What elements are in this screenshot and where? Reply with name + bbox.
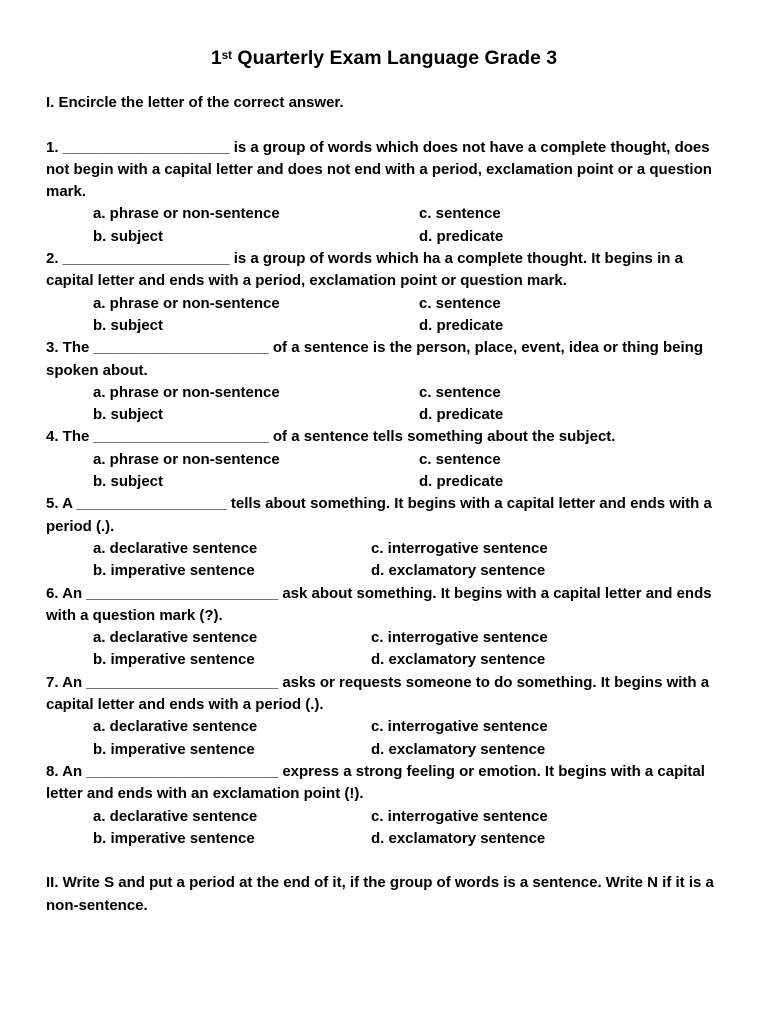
option-a: a. declarative sentence — [93, 807, 258, 825]
question-text — [46, 493, 722, 538]
answer-options — [46, 293, 722, 338]
answer-options — [46, 382, 722, 427]
option-c: c. sentence — [419, 205, 501, 223]
section-2-instructions: II. Write S and put a period at the end of it, if the group of words is a sentence. Write N if it is a non-sentence. — [46, 874, 714, 914]
question-body: asks or requests someone to do something. It begins with a capital letter and ends with a period (.). — [46, 673, 710, 714]
answer-blank: __________________ — [76, 495, 227, 513]
answer-options — [46, 538, 722, 583]
option-b: b. subject — [93, 316, 164, 334]
question-1 — [46, 137, 722, 248]
option-b: b. subject — [93, 406, 164, 424]
option-d: d. predicate — [419, 227, 504, 245]
answer-blank: _______________________ — [86, 673, 279, 691]
title-ordinal: 1 — [210, 47, 222, 69]
option-d: d. predicate — [419, 406, 504, 424]
answer-blank: _____________________ — [93, 339, 269, 357]
question-body: ask about something. It begins with a capital letter and ends with a question mark (?). — [46, 584, 712, 624]
question-prefix: 2. — [46, 250, 63, 268]
question-4 — [46, 426, 722, 493]
answer-options — [46, 627, 722, 672]
question-5 — [46, 493, 722, 582]
answer-options — [46, 716, 722, 761]
option-a: a. declarative sentence — [93, 539, 258, 557]
option-b: b. subject — [93, 473, 164, 491]
question-text — [46, 761, 722, 806]
option-b: b. imperative sentence — [93, 562, 255, 580]
section-1-instructions: I. Encircle the letter of the correct answer. — [46, 94, 344, 111]
option-b: b. subject — [93, 227, 164, 245]
answer-blank: ____________________ — [62, 250, 230, 268]
question-text — [46, 583, 722, 628]
question-7 — [46, 672, 722, 761]
title-ordinal-suffix: st — [221, 50, 232, 62]
question-3 — [46, 337, 722, 426]
option-d: d. exclamatory sentence — [371, 562, 546, 580]
option-a: a. declarative sentence — [93, 629, 258, 647]
answer-options — [46, 806, 722, 851]
option-d: d. exclamatory sentence — [371, 740, 546, 758]
question-prefix: 7. An — [46, 673, 87, 691]
question-body: tells about something. It begins with a capital letter and ends with a period (.). — [46, 495, 712, 535]
question-prefix: 5. A — [46, 495, 77, 513]
option-c: c. interrogative sentence — [371, 629, 548, 647]
option-c: c. sentence — [419, 450, 501, 468]
option-b: b. imperative sentence — [93, 651, 255, 669]
spacer — [46, 850, 722, 872]
question-text — [46, 137, 722, 204]
question-body: express a strong feeling or emotion. It begins with a capital letter and ends with an exclamation point (!). — [46, 762, 705, 803]
option-d: d. predicate — [419, 316, 504, 334]
option-d: d. exclamatory sentence — [371, 651, 546, 669]
question-2 — [46, 248, 722, 337]
option-c: c. sentence — [419, 294, 501, 312]
option-c: c. interrogative sentence — [371, 807, 548, 825]
option-a: a. phrase or non-sentence — [93, 294, 280, 312]
option-a: a. phrase or non-sentence — [93, 205, 280, 223]
question-body: of a sentence is the person, place, event, idea or thing being spoken about. — [46, 339, 703, 379]
question-prefix: 4. The — [46, 428, 94, 446]
option-a: a. declarative sentence — [93, 718, 258, 736]
answer-blank: _______________________ — [86, 584, 279, 602]
question-body: of a sentence tells something about the subject. — [268, 428, 616, 446]
question-body: is a group of words which ha a complete thought. It begins in a capital letter and ends with a period, exclamation point or question mark. — [46, 250, 683, 290]
title-text: Quarterly Exam Language Grade 3 — [231, 47, 558, 69]
question-prefix: 8. An — [46, 762, 87, 780]
option-a: a. phrase or non-sentence — [93, 383, 280, 401]
answer-blank: _____________________ — [93, 428, 269, 446]
option-b: b. imperative sentence — [93, 829, 255, 847]
question-text — [46, 337, 722, 382]
question-text — [46, 426, 722, 448]
question-text — [46, 248, 722, 293]
question-text — [46, 672, 722, 717]
option-d: d. exclamatory sentence — [371, 829, 546, 847]
option-c: c. interrogative sentence — [371, 718, 548, 736]
question-body: is a group of words which does not have a complete thought, does not begin with a capital letter and does not end with a period, exclamation point or a question mark. — [46, 138, 712, 201]
answer-options — [46, 449, 722, 494]
option-c: c. sentence — [419, 383, 501, 401]
question-prefix: 6. An — [46, 584, 87, 602]
option-c: c. interrogative sentence — [371, 539, 548, 557]
question-prefix: 3. The — [46, 339, 94, 357]
option-a: a. phrase or non-sentence — [93, 450, 280, 468]
question-6 — [46, 583, 722, 672]
page-title — [46, 44, 722, 72]
question-prefix: 1. — [46, 138, 63, 156]
option-b: b. imperative sentence — [93, 740, 255, 758]
spacer — [46, 114, 722, 136]
question-8 — [46, 761, 722, 850]
option-d: d. predicate — [419, 473, 504, 491]
answer-blank: ____________________ — [62, 138, 230, 156]
answer-blank: _______________________ — [86, 762, 279, 780]
answer-options — [46, 203, 722, 248]
